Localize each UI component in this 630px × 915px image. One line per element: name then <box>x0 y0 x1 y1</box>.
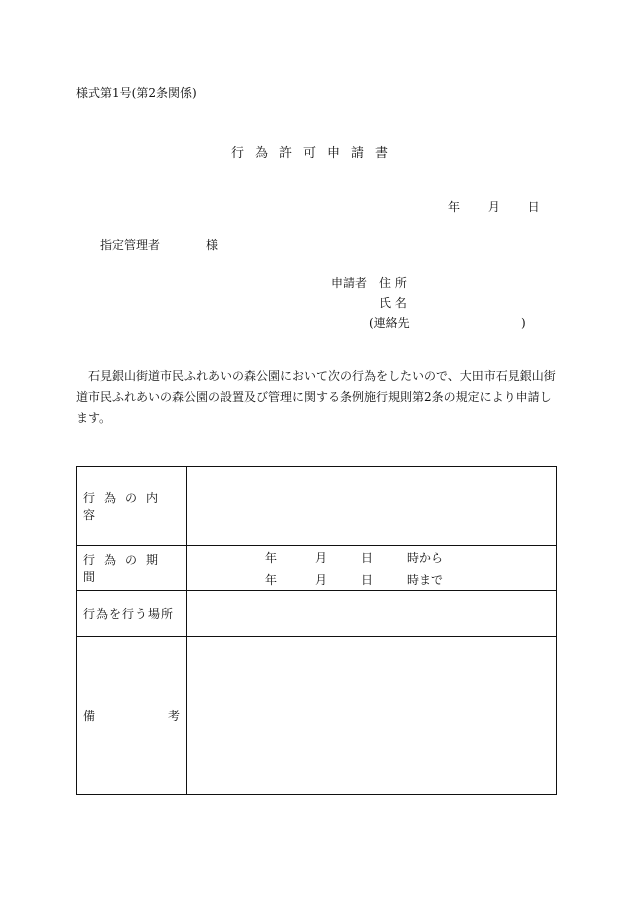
contact-close: ) <box>521 316 526 330</box>
addressee-name: 指定管理者 <box>100 238 161 252</box>
addressee <box>100 236 218 253</box>
period-label-cell <box>77 546 187 591</box>
name-label: 氏 名 <box>379 296 407 310</box>
place-label: 行為を行う場所 <box>83 607 175 621</box>
application-table <box>76 466 557 795</box>
period-start-hour: 時から <box>407 550 444 565</box>
content-label-cell <box>77 467 187 546</box>
place-label-cell <box>77 591 187 637</box>
applicant-label: 申請者 <box>331 276 368 290</box>
table-row-content <box>77 467 557 546</box>
period-field[interactable] <box>187 546 557 591</box>
contact-label: (連絡先 <box>369 316 410 330</box>
remarks-field[interactable] <box>187 637 557 795</box>
remarks-label-cell <box>77 637 187 795</box>
remarks-label-b: 考 <box>167 709 180 723</box>
date-line <box>448 198 540 215</box>
date-day: 日 <box>527 200 540 214</box>
remarks-label <box>83 707 186 724</box>
body-paragraph: 石見銀山街道市民ふれあいの森公園において次の行為をしたいので、大田市石見銀山街道市民ふれあいの森公園の設置及び管理に関する条例施行規則第2条の規定により申請します。 <box>76 369 556 425</box>
form-number: 様式第1号(第2条関係) <box>76 86 197 100</box>
period-start <box>265 546 556 568</box>
table-row-remarks <box>77 637 557 795</box>
table-row-place <box>77 591 557 637</box>
period-end-day: 日 <box>361 572 374 587</box>
content-label: 行為の内容 <box>83 491 168 522</box>
period-start-year: 年 <box>265 550 278 565</box>
period-end-year: 年 <box>265 572 278 587</box>
period-start-month: 月 <box>315 550 328 565</box>
period-start-day: 日 <box>361 550 374 565</box>
period-end <box>265 568 556 590</box>
place-field[interactable] <box>187 591 557 637</box>
addressee-honorific: 様 <box>206 238 219 252</box>
date-month: 月 <box>487 200 500 214</box>
table-row-period <box>77 546 557 591</box>
document-title: 行為許可申請書 <box>230 146 399 161</box>
period-end-month: 月 <box>315 572 328 587</box>
address-label: 住 所 <box>379 276 407 290</box>
period-end-hour: 時まで <box>407 572 444 587</box>
content-field[interactable] <box>187 467 557 546</box>
period-label: 行為の期間 <box>83 553 168 584</box>
applicant-block <box>331 273 526 333</box>
remarks-label-a: 備 <box>83 709 96 723</box>
date-year: 年 <box>448 200 461 214</box>
